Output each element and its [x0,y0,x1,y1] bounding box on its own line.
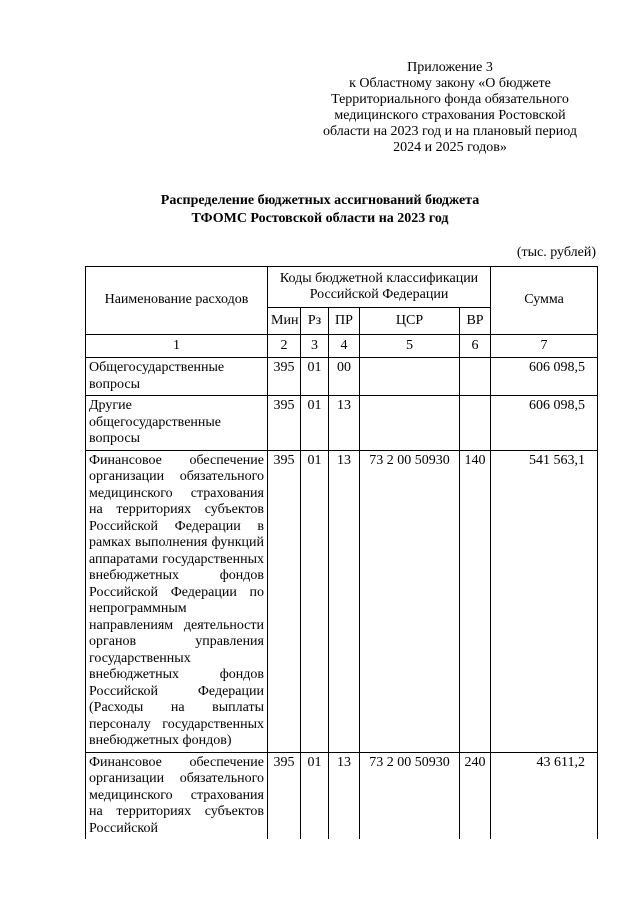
row-pr: 13 [329,752,360,839]
appendix-text: к Областному закону «О бюджете Территориального фонда обязательного медицинского страхования Ростовской области на 2023 год и на плановый период 2024 и 2025 годов» [323,76,577,155]
header-min: Мин [268,308,301,335]
row-rz: 01 [301,396,329,451]
header-csr: ЦСР [360,308,460,335]
row-rz: 01 [301,358,329,396]
table-row [86,450,598,752]
row-name: Финансовое обеспечение организации обязательного медицинского страхования на территориях субъектов Российской Федерации в рамках выполнения функций аппаратами государственных внебюджетных фондов Российской Федерации по непрограммным направлениям деятельности органов управления государственных внебюджетных фондов Российской Федерации (Расходы на выплаты персоналу государственных внебюджетных фондов) [86,450,268,752]
column-number-row [86,335,598,358]
header-codes-group: Коды бюджетной классификации Российской Федерации [268,267,491,308]
row-vr [460,358,491,396]
appendix-block [315,60,585,156]
column-number: 7 [491,335,598,358]
column-number: 5 [360,335,460,358]
document-title [60,192,580,228]
budget-table [85,266,598,839]
row-min: 395 [268,752,301,839]
header-name: Наименование расходов [86,267,268,335]
header-vr: ВР [460,308,491,335]
header-rz: Рз [301,308,329,335]
row-name: Общегосударственные вопросы [86,358,268,396]
row-csr [360,396,460,451]
table-row [86,752,598,839]
row-pr: 13 [329,396,360,451]
row-name: Другие общегосударственные вопросы [86,396,268,451]
column-number: 1 [86,335,268,358]
appendix-heading: Приложение 3 [407,60,493,75]
row-rz: 01 [301,450,329,752]
row-sum: 43 611,2 [491,752,598,839]
row-csr [360,358,460,396]
title-line-2: ТФОМС Ростовской области на 2023 год [191,211,449,226]
header-pr: ПР [329,308,360,335]
row-sum: 606 098,5 [491,358,598,396]
row-vr: 140 [460,450,491,752]
row-min: 395 [268,358,301,396]
column-number: 6 [460,335,491,358]
row-min: 395 [268,396,301,451]
row-rz: 01 [301,752,329,839]
column-number: 2 [268,335,301,358]
row-sum: 541 563,1 [491,450,598,752]
row-min: 395 [268,450,301,752]
row-csr: 73 2 00 50930 [360,752,460,839]
units-label: (тыс. рублей) [516,245,596,260]
row-vr [460,396,491,451]
row-vr: 240 [460,752,491,839]
column-number: 3 [301,335,329,358]
row-sum: 606 098,5 [491,396,598,451]
column-number: 4 [329,335,360,358]
table-row [86,358,598,396]
row-pr: 13 [329,450,360,752]
row-csr: 73 2 00 50930 [360,450,460,752]
title-line-1: Распределение бюджетных ассигнований бюджета [160,193,480,208]
table-row [86,396,598,451]
header-sum: Сумма [491,267,598,335]
row-pr: 00 [329,358,360,396]
row-name: Финансовое обеспечение организации обязательного медицинского страхования на территориях субъектов Российской [86,752,268,839]
